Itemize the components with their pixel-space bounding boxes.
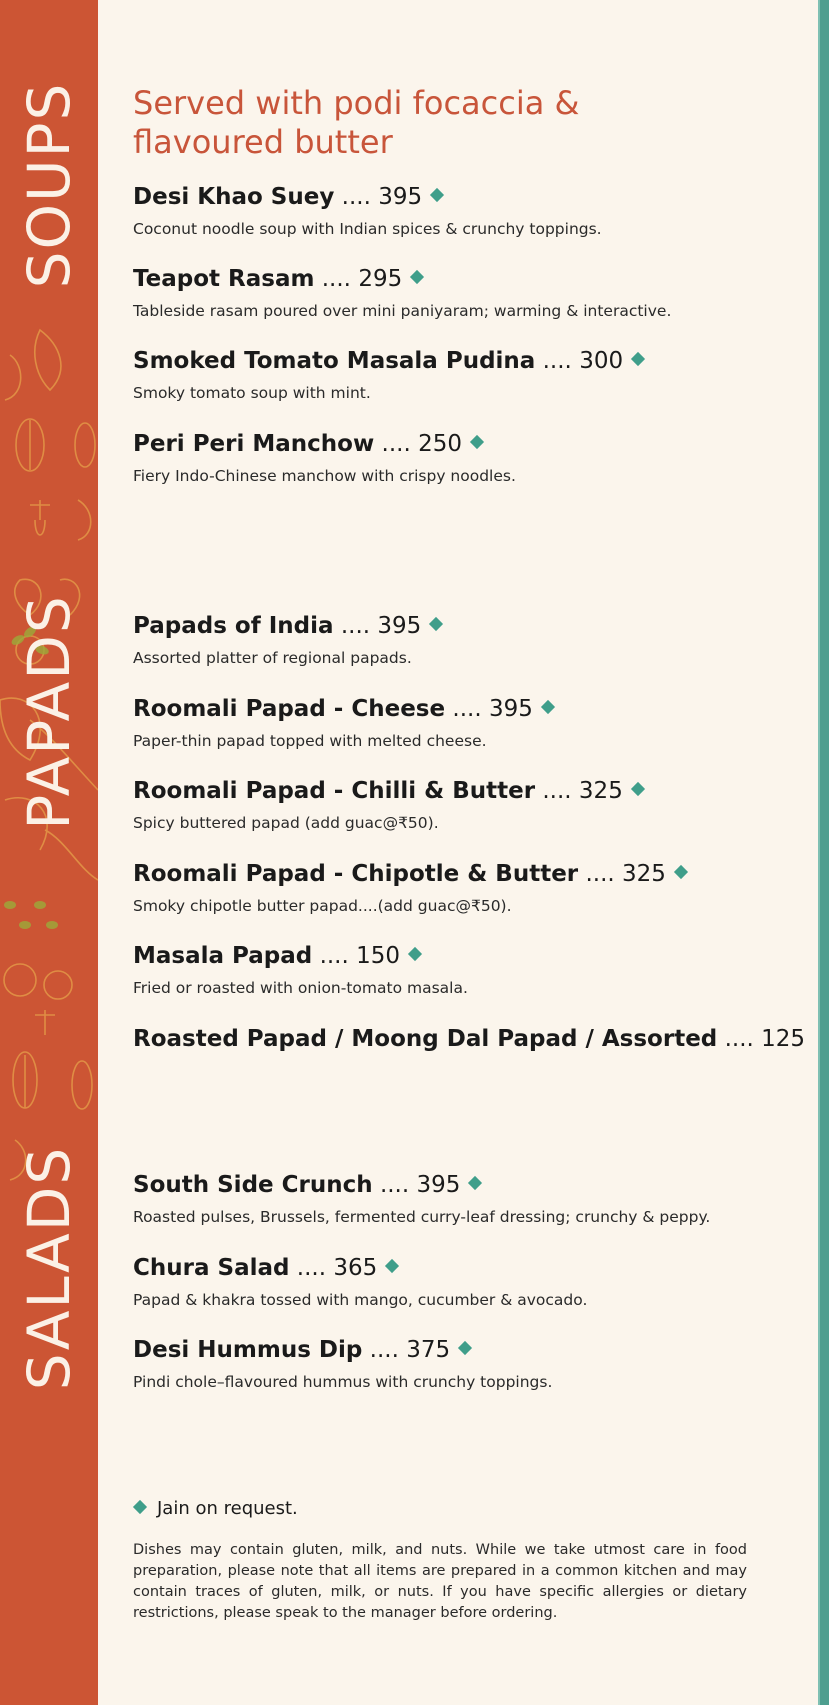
jain-note (133, 1497, 298, 1521)
item-price: 125 (761, 1026, 806, 1052)
menu-item (133, 1335, 803, 1393)
item-name: Roomali Papad - Cheese (133, 696, 446, 722)
item-leader-dots: .... (369, 1337, 399, 1363)
right-edge-accent (820, 0, 829, 1705)
section-label-soups: SOUPS (15, 81, 83, 289)
item-name: Desi Khao Suey (133, 184, 335, 210)
item-description: Paper-thin papad topped with melted cheese. (133, 732, 487, 750)
item-leader-dots: .... (340, 613, 371, 639)
item-price: 250 (418, 431, 463, 457)
item-leader-dots: .... (585, 861, 615, 887)
item-leader-dots: .... (381, 431, 411, 457)
item-price: 395 (378, 184, 423, 210)
item-price: 395 (488, 696, 533, 722)
menu-item (133, 776, 803, 834)
item-name: Roasted Papad / Moong Dal Papad / Assorted (133, 1026, 718, 1052)
jain-diamond-icon (410, 270, 424, 284)
item-name: Smoked Tomato Masala Pudina (133, 348, 536, 374)
menu-item (133, 941, 803, 999)
jain-diamond-icon (429, 617, 443, 631)
item-price: 325 (622, 861, 666, 887)
jain-diamond-icon (468, 1176, 482, 1190)
item-leader-dots: .... (542, 778, 572, 804)
item-price: 395 (377, 613, 422, 639)
section-label-salads: SALADS (15, 1145, 83, 1391)
item-description: Tableside rasam poured over mini paniyaram; warming & interactive. (133, 302, 672, 320)
item-name: Peri Peri Manchow (133, 431, 375, 457)
item-leader-dots: .... (724, 1026, 754, 1052)
item-price: 295 (358, 266, 403, 292)
item-description: Fried or roasted with onion-tomato masala. (133, 979, 468, 997)
jain-diamond-icon (458, 1341, 472, 1355)
item-price: 300 (579, 348, 624, 374)
jain-diamond-icon (470, 435, 484, 449)
jain-note-text: Jain on request. (157, 1498, 298, 1519)
menu-item (133, 1024, 806, 1054)
jain-diamond-icon (631, 352, 645, 366)
menu-item (133, 429, 803, 487)
jain-diamond-icon (430, 188, 444, 202)
item-price: 365 (333, 1255, 378, 1281)
item-price: 375 (406, 1337, 451, 1363)
item-name: Roomali Papad - Chilli & Butter (133, 778, 536, 804)
item-leader-dots: .... (321, 266, 351, 292)
item-description: Smoky chipotle butter papad....(add guac@₹50). (133, 897, 512, 915)
item-name: Teapot Rasam (133, 266, 315, 292)
menu-item (133, 859, 803, 917)
item-leader-dots: .... (296, 1255, 327, 1281)
item-price: 395 (416, 1172, 461, 1198)
item-price: 150 (356, 943, 401, 969)
allergen-disclaimer: Dishes may contain gluten, milk, and nuts. While we take utmost care in food preparation, please note that all items are prepared in a common kitchen and may contain traces of gluten, milk, or nuts. If you have specific allergies or dietary restrictions, please speak to the manager before ordering. (133, 1542, 747, 1621)
soups-subtitle: Served with podi focaccia & flavoured butter (133, 84, 580, 161)
section-label-papads: PAPADS (15, 594, 83, 830)
item-description: Roasted pulses, Brussels, fermented curry-leaf dressing; crunchy & peppy. (133, 1208, 711, 1226)
item-name: Roomali Papad - Chipotle & Butter (133, 861, 579, 887)
item-name: Desi Hummus Dip (133, 1337, 363, 1363)
item-description: Spicy buttered papad (add guac@₹50). (133, 814, 439, 832)
item-name: Papads of India (133, 613, 334, 639)
item-name: Masala Papad (133, 943, 313, 969)
item-name: Chura Salad (133, 1255, 290, 1281)
menu-item (133, 264, 803, 322)
menu-item (133, 611, 803, 669)
item-name: South Side Crunch (133, 1172, 373, 1198)
item-leader-dots: .... (319, 943, 349, 969)
jain-diamond-icon (541, 700, 555, 714)
menu-item (133, 1170, 803, 1228)
item-price: 325 (578, 778, 623, 804)
menu-item (133, 694, 803, 752)
jain-diamond-icon (408, 947, 422, 961)
item-leader-dots: .... (379, 1172, 410, 1198)
item-leader-dots: .... (542, 348, 572, 374)
menu-item (133, 346, 803, 404)
item-description: Assorted platter of regional papads. (133, 649, 412, 667)
item-description: Coconut noodle soup with Indian spices & crunchy toppings. (133, 220, 602, 238)
item-description: Pindi chole–flavoured hummus with crunchy toppings. (133, 1373, 553, 1391)
item-description: Papad & khakra tossed with mango, cucumber & avocado. (133, 1291, 588, 1309)
jain-diamond-icon (674, 865, 688, 879)
jain-diamond-icon (631, 782, 645, 796)
menu-item (133, 182, 803, 240)
jain-diamond-icon (133, 1500, 147, 1514)
menu-item (133, 1253, 803, 1311)
section-sidebar (0, 0, 98, 1705)
item-description: Fiery Indo-Chinese manchow with crispy noodles. (133, 467, 516, 485)
item-leader-dots: .... (452, 696, 482, 722)
item-leader-dots: .... (341, 184, 371, 210)
item-description: Smoky tomato soup with mint. (133, 384, 371, 402)
jain-diamond-icon (385, 1259, 399, 1273)
